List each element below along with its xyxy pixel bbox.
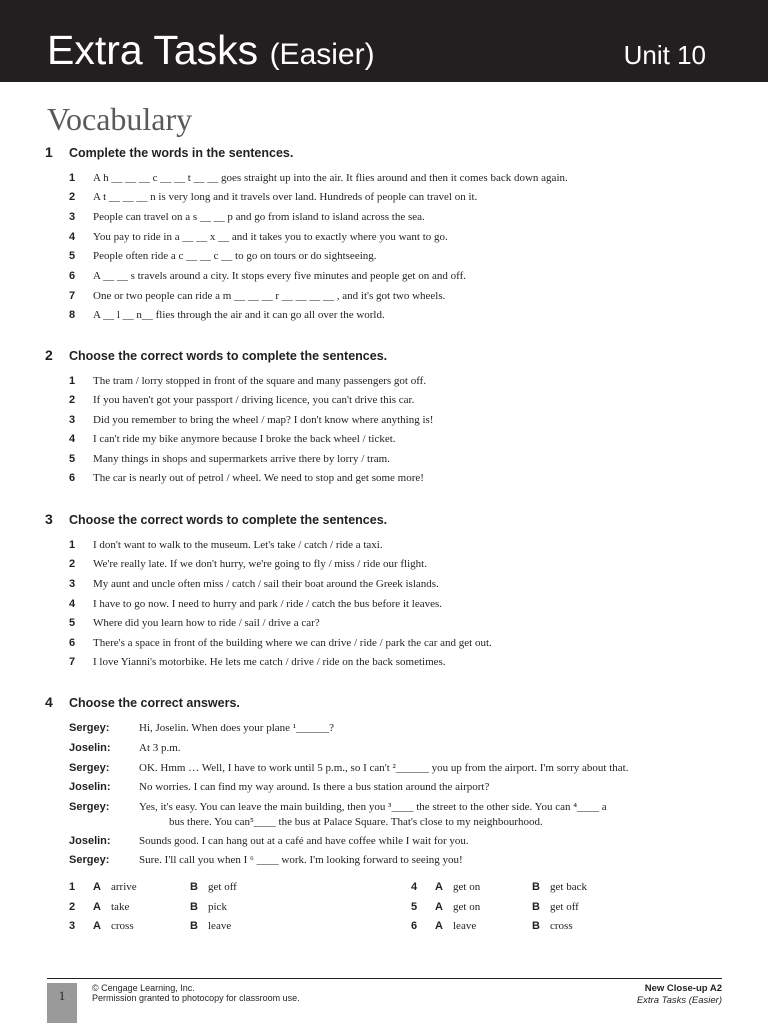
item-number: 3 <box>69 414 76 426</box>
item-text: One or two people can ride a m __ __ __ r __ __ __ __ , and it's got two wheels. <box>93 290 446 302</box>
exercise-3-heading <box>45 511 387 527</box>
item-text: A h __ __ __ c __ __ t __ __ goes straight up into the air. It flies around and then it comes back down again. <box>93 172 568 184</box>
option-letter: A <box>93 901 101 913</box>
section-title: Vocabulary <box>47 101 193 137</box>
item-number: 8 <box>69 309 76 321</box>
option-letter: B <box>190 920 198 932</box>
speaker-name: Joselin: <box>69 742 111 754</box>
option-letter: B <box>190 881 198 893</box>
item-number: 3 <box>69 211 76 223</box>
item-text: A t __ __ __ n is very long and it travels over land. Hundreds of people can travel on it. <box>93 191 478 203</box>
item-number: 5 <box>69 453 76 465</box>
exercise-2-heading <box>45 347 387 363</box>
item-text: Where did you learn how to ride / sail / drive a car? <box>93 617 320 629</box>
dialogue-text: OK. Hmm … Well, I have to work until 5 p.m., so I can't ²______ you up from the airport. I'm sorry about that. <box>139 762 629 774</box>
speaker-name: Sergey: <box>69 801 110 813</box>
speaker-name: Sergey: <box>69 854 110 866</box>
option-text: cross <box>111 920 134 932</box>
option-letter: B <box>190 901 198 913</box>
option-letter: A <box>435 920 443 932</box>
speaker-name: Joselin: <box>69 835 111 847</box>
item-text: People often ride a c __ __ c __ to go on tours or do sightseeing. <box>93 250 377 262</box>
page-number <box>47 983 77 1023</box>
dialogue-text: Sure. I'll call you when I ⁶ ____ work. I'm looking forward to seeing you! <box>139 854 463 866</box>
item-text: The tram / lorry stopped in front of the square and many passengers got off. <box>93 375 427 387</box>
option-text: leave <box>453 920 477 932</box>
item-text: I can't ride my bike anymore because I broke the back wheel / ticket. <box>93 433 396 445</box>
item-number: 6 <box>69 637 76 649</box>
option-text: cross <box>550 920 573 932</box>
dialogue-text: bus there. You can⁵____ the bus at Palace Square. That's close to my neighbourhood. <box>169 816 543 828</box>
item-text: Did you remember to bring the wheel / map? I don't know where anything is! <box>93 414 434 426</box>
option-text: get on <box>453 881 481 893</box>
dialogue-text: Sounds good. I can hang out at a café and have coffee while I wait for you. <box>139 835 469 847</box>
option-letter: A <box>435 881 443 893</box>
option-number: 1 <box>69 881 76 893</box>
option-letter: A <box>93 920 101 932</box>
item-text: Many things in shops and supermarkets arrive there by lorry / tram. <box>93 453 390 465</box>
item-number: 1 <box>69 375 76 387</box>
item-text: If you haven't got your passport / driving licence, you can't drive this car. <box>93 394 415 406</box>
exercise-instruction: Choose the correct words to complete the sentences. <box>69 349 388 363</box>
item-number: 2 <box>69 191 76 203</box>
item-text: We're really late. If we don't hurry, we're going to fly / miss / ride our flight. <box>93 558 427 570</box>
item-number: 6 <box>69 472 76 484</box>
copyright-text: © Cengage Learning, Inc. <box>92 983 195 993</box>
item-number: 2 <box>69 394 76 406</box>
item-number: 4 <box>69 231 76 243</box>
page-number-text: 1 <box>58 988 66 1003</box>
option-text: get off <box>550 901 579 913</box>
option-text: get on <box>453 901 481 913</box>
item-text: There's a space in front of the building where we can drive / ride / park the car and get out. <box>93 637 492 649</box>
option-number: 2 <box>69 901 76 913</box>
dialogue-text: Yes, it's easy. You can leave the main building, then you ³____ the street to the other side. You can ⁴____ a <box>139 801 607 813</box>
option-text: pick <box>208 901 227 913</box>
item-text: The car is nearly out of petrol / wheel. We need to stop and get some more! <box>93 472 424 484</box>
option-text: leave <box>208 920 232 932</box>
exercise-number: 1 <box>45 144 53 160</box>
option-text: get back <box>550 881 587 893</box>
option-number: 4 <box>411 881 418 893</box>
dialogue-text: Hi, Joselin. When does your plane ¹______? <box>139 722 334 734</box>
item-text: A __ __ s travels around a city. It stops every five minutes and people get on and off. <box>93 270 466 282</box>
title-main: Extra Tasks <box>47 27 259 73</box>
exercise-number: 2 <box>45 347 53 363</box>
item-number: 1 <box>69 539 76 551</box>
option-letter: A <box>93 881 101 893</box>
item-number: 7 <box>69 290 76 302</box>
item-number: 7 <box>69 656 76 668</box>
item-number: 4 <box>69 433 76 445</box>
speaker-name: Sergey: <box>69 722 110 734</box>
item-number: 6 <box>69 270 76 282</box>
footer-divider <box>47 978 722 979</box>
option-letter: B <box>532 920 540 932</box>
exercise-number: 3 <box>45 511 53 527</box>
option-text: take <box>111 901 130 913</box>
exercise-1-heading <box>45 144 293 160</box>
page-header <box>0 0 768 82</box>
option-number: 3 <box>69 920 76 932</box>
option-number: 6 <box>411 920 418 932</box>
unit-label: Unit 10 <box>623 40 706 70</box>
item-text: People can travel on a s __ __ p and go from island to island across the sea. <box>93 211 425 223</box>
dialogue-text: No worries. I can find my way around. Is there a bus station around the airport? <box>139 781 490 793</box>
exercise-instruction: Choose the correct words to complete the sentences. <box>69 513 388 527</box>
item-number: 1 <box>69 172 76 184</box>
option-text: get off <box>208 881 237 893</box>
dialogue-text: At 3 p.m. <box>139 742 181 754</box>
item-text: I love Yianni's motorbike. He lets me catch / drive / ride on the back sometimes. <box>93 656 446 668</box>
item-number: 5 <box>69 617 76 629</box>
title-subtitle: (Easier) <box>269 38 375 71</box>
copyright-notice <box>92 983 300 1003</box>
exercise-instruction: Complete the words in the sentences. <box>69 146 294 160</box>
page-title <box>47 26 375 79</box>
option-number: 5 <box>411 901 418 913</box>
exercise-4-heading <box>45 694 240 710</box>
book-title: New Close-up A2 <box>644 983 722 994</box>
permission-text: Permission granted to photocopy for classroom use. <box>92 993 300 1003</box>
item-text: I have to go now. I need to hurry and park / ride / catch the bus before it leaves. <box>93 598 443 610</box>
item-text: I don't want to walk to the museum. Let's take / catch / ride a taxi. <box>93 539 383 551</box>
item-number: 4 <box>69 598 76 610</box>
item-number: 5 <box>69 250 76 262</box>
exercise-instruction: Choose the correct answers. <box>69 696 240 710</box>
option-letter: B <box>532 881 540 893</box>
option-letter: A <box>435 901 443 913</box>
book-subtitle: Extra Tasks (Easier) <box>636 995 722 1006</box>
speaker-name: Sergey: <box>69 762 110 774</box>
item-text: My aunt and uncle often miss / catch / sail their boat around the Greek islands. <box>93 578 439 590</box>
item-text: You pay to ride in a __ __ x __ and it takes you to exactly where you want to go. <box>93 231 448 243</box>
book-info <box>637 983 722 1007</box>
item-number: 3 <box>69 578 76 590</box>
speaker-name: Joselin: <box>69 781 111 793</box>
item-number: 2 <box>69 558 76 570</box>
exercise-number: 4 <box>45 694 53 710</box>
item-text: A __ l __ n__ flies through the air and it can go all over the world. <box>93 309 385 321</box>
option-text: arrive <box>111 881 137 893</box>
option-letter: B <box>532 901 540 913</box>
